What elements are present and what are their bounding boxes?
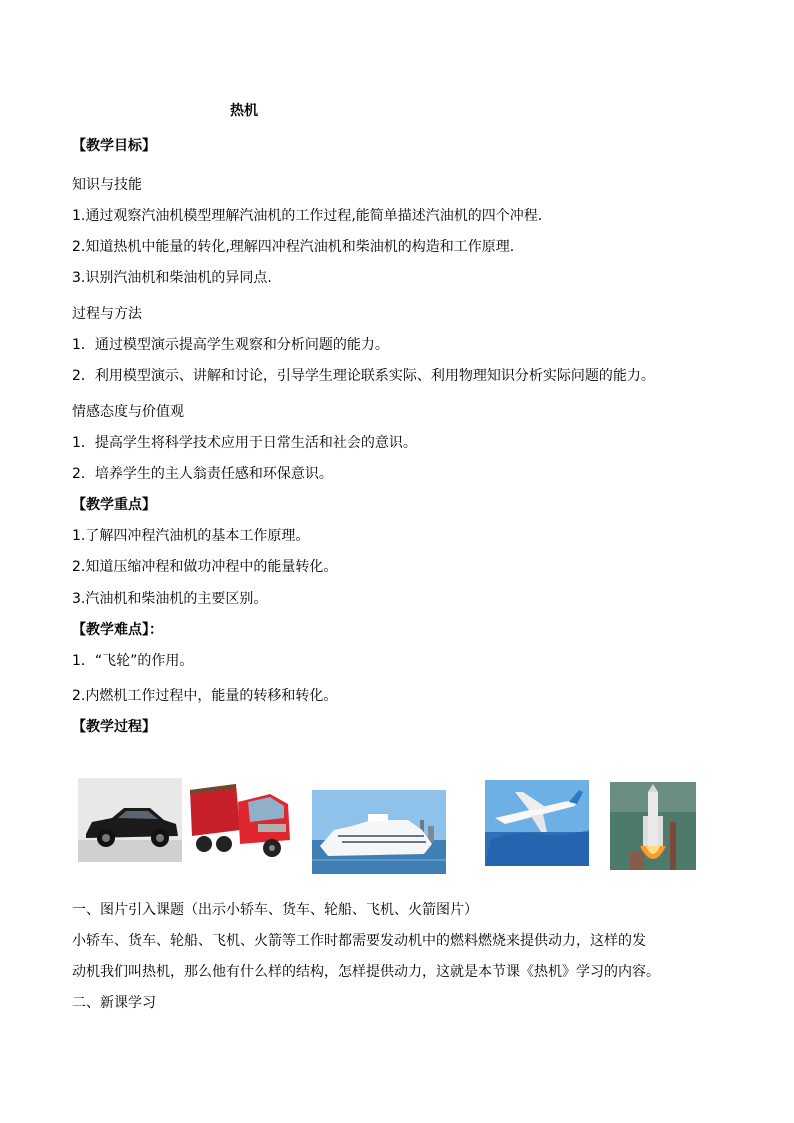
key-item: 2.知道压缩冲程和做功冲程中的能量转化。 [72, 559, 338, 575]
difficulty-item: 2.内燃机工作过程中，能量的转移和转化。 [72, 688, 338, 704]
page-title: 热机 [230, 103, 258, 119]
airplane-image [485, 780, 589, 866]
knowledge-heading: 知识与技能 [72, 177, 142, 193]
knowledge-item: 1.通过观察汽油机模型理解汽油机的工作过程,能简单描述汽油机的四个冲程. [72, 208, 543, 224]
ship-image [312, 790, 446, 874]
key-item: 3.汽油机和柴油机的主要区别。 [72, 591, 268, 607]
knowledge-item: 2.知道热机中能量的转化,理解四冲程汽油机和柴油机的构造和工作原理. [72, 239, 515, 255]
emotion-heading: 情感态度与价值观 [72, 404, 184, 420]
key-heading: 【教学重点】 [72, 497, 156, 513]
process-heading: 过程与方法 [72, 306, 142, 322]
process-item: 1．通过模型演示提高学生观察和分析问题的能力。 [72, 337, 389, 353]
goals-heading: 【教学目标】 [72, 138, 156, 154]
intro-paragraph-line: 小轿车、货车、轮船、飞机、火箭等工作时都需要发动机中的燃料燃烧来提供动力，这样的发 [72, 933, 646, 949]
intro-paragraph-line: 动机我们叫热机，那么他有什么样的结构，怎样提供动力，这就是本节课《热机》学习的内容。 [72, 964, 660, 980]
new-lesson-heading: 二、新课学习 [72, 995, 156, 1011]
car-image [78, 778, 182, 862]
emotion-item: 1．提高学生将科学技术应用于日常生活和社会的意识。 [72, 435, 417, 451]
difficulty-heading: 【教学难点】： [72, 622, 163, 638]
key-item: 1.了解四冲程汽油机的基本工作原理。 [72, 528, 310, 544]
knowledge-item: 3.识别汽油机和柴油机的异同点. [72, 270, 272, 286]
emotion-item: 2．培养学生的主人翁责任感和环保意识。 [72, 466, 333, 482]
rocket-image [610, 782, 696, 870]
teaching-process-heading: 【教学过程】 [72, 719, 156, 735]
intro-heading: 一、图片引入课题（出示小轿车、货车、轮船、飞机、火箭图片） [72, 902, 478, 918]
truck-image [188, 780, 294, 864]
process-item: 2．利用模型演示、讲解和讨论，引导学生理论联系实际、利用物理知识分析实际问题的能力。 [72, 368, 655, 384]
difficulty-item: 1．“飞轮”的作用。 [72, 653, 194, 669]
